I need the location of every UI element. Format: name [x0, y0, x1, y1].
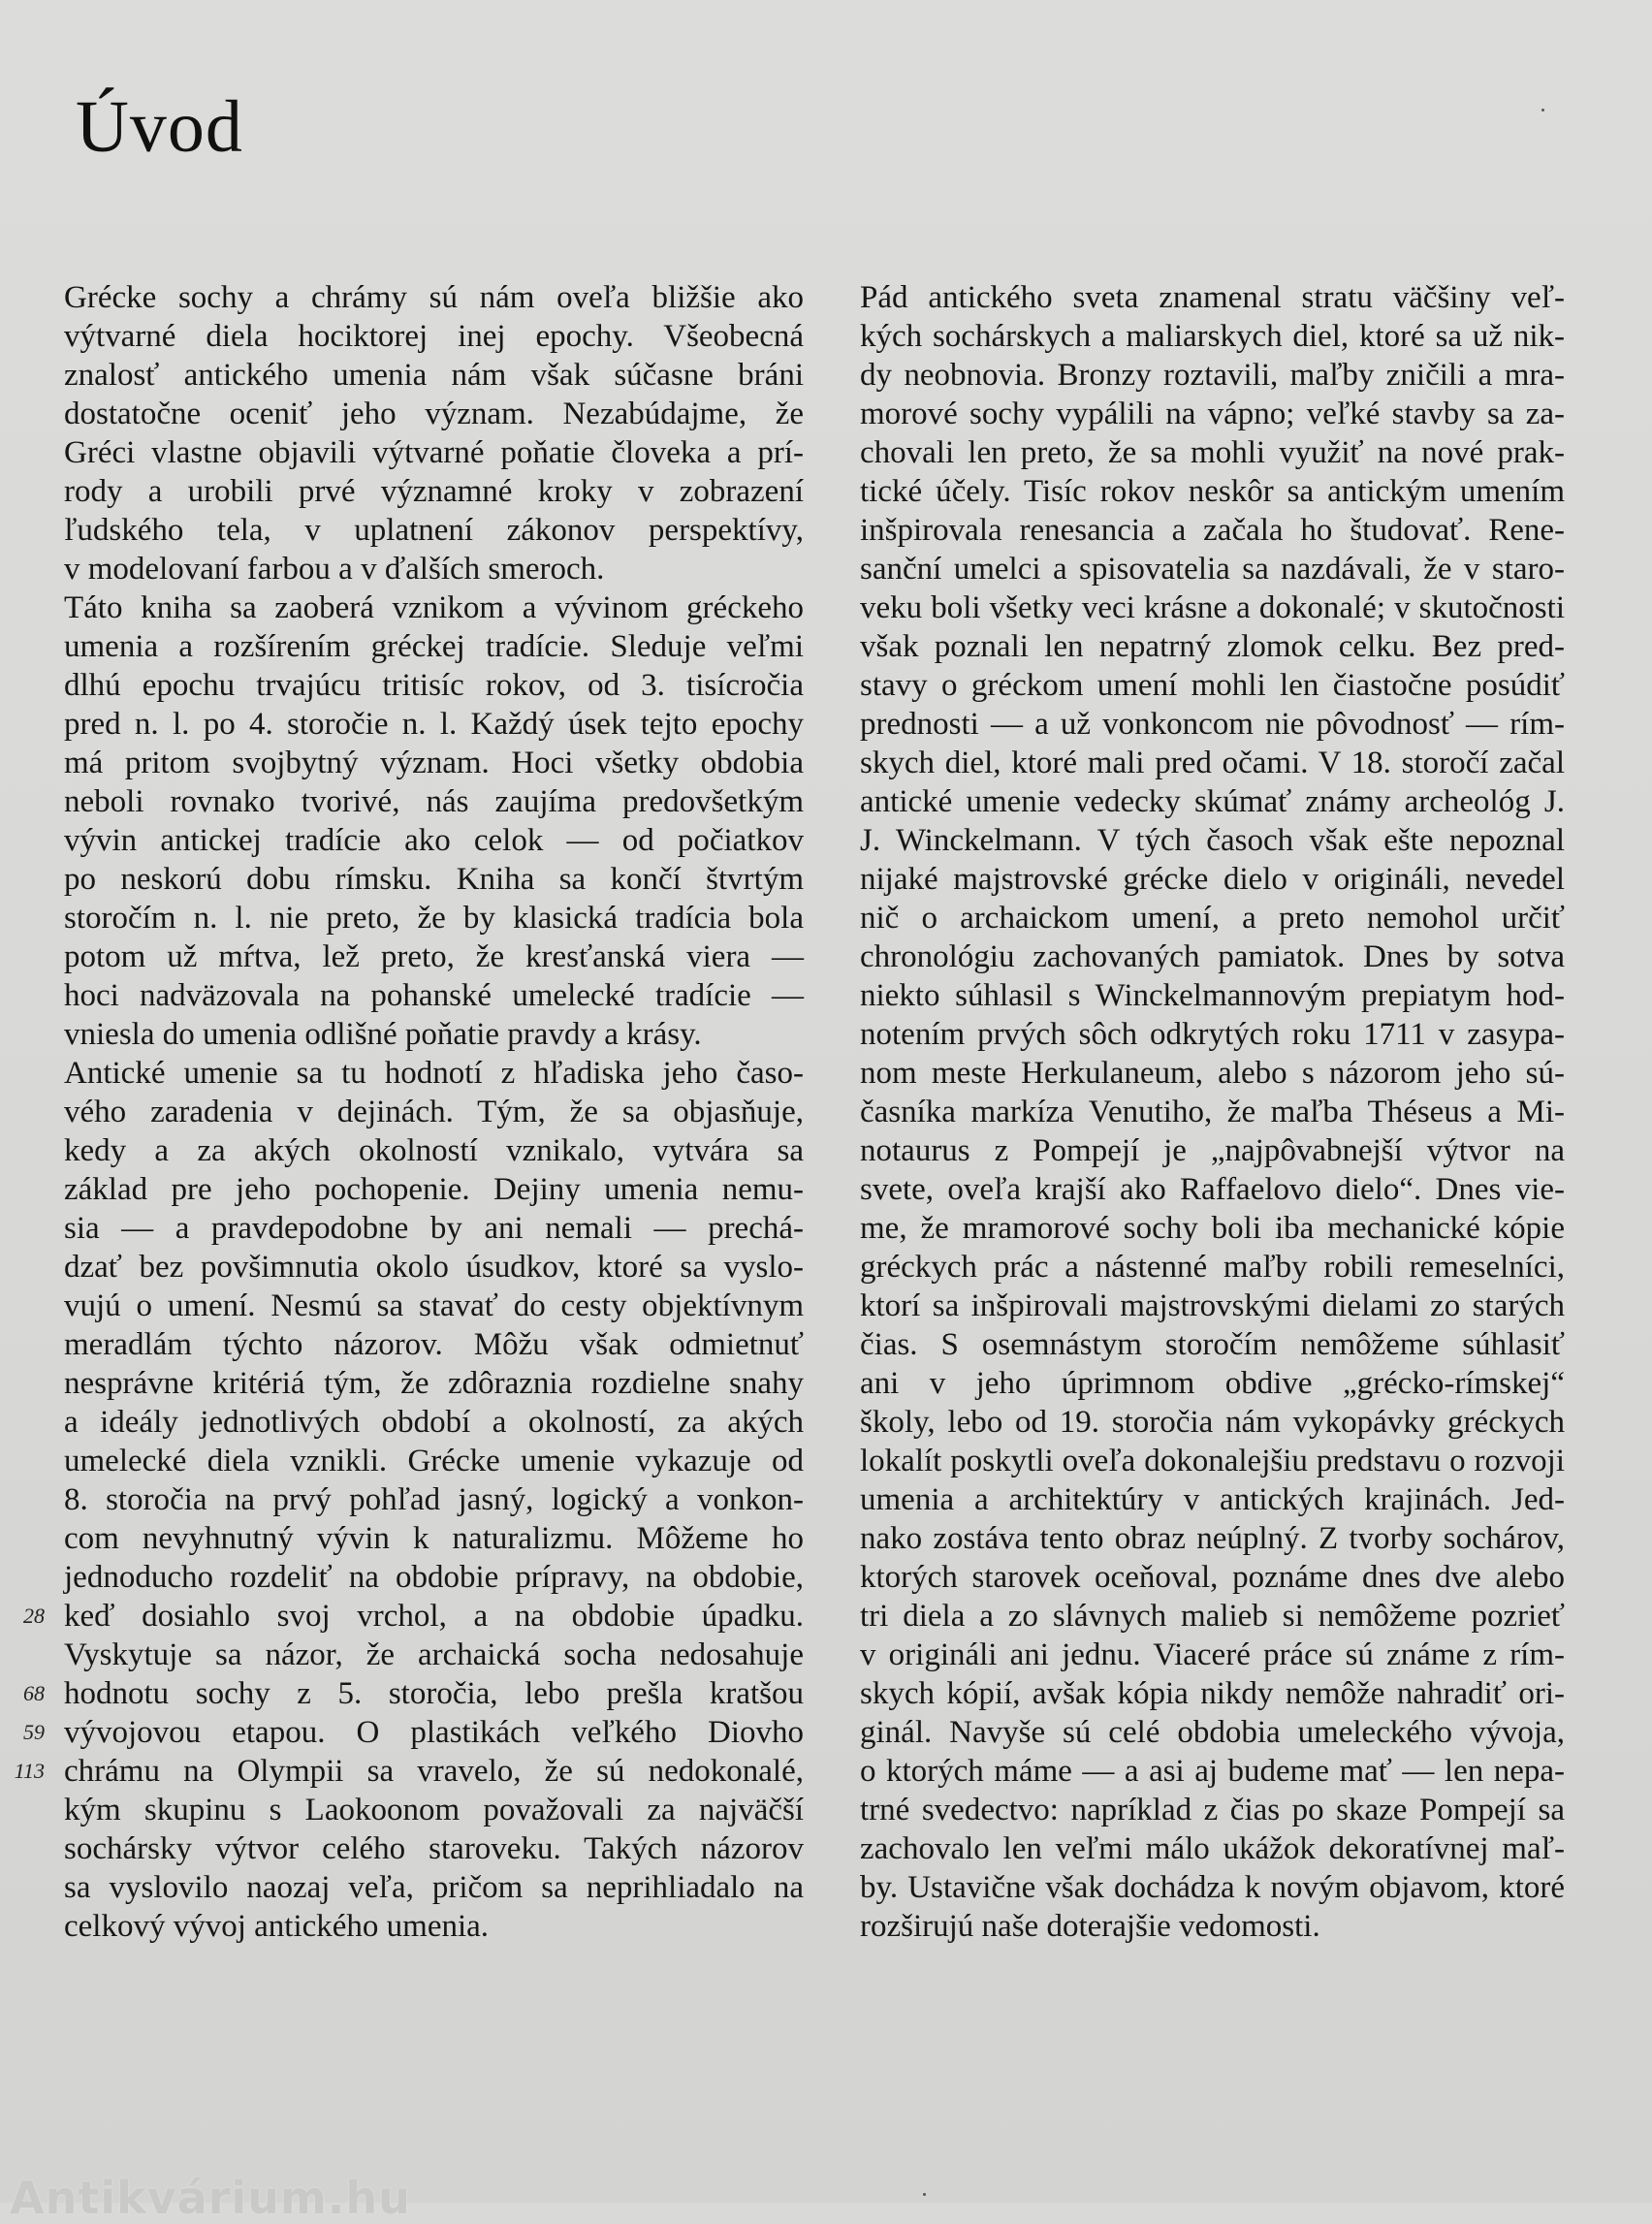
text-line: umelecké diela vznikli. Grécke umenie vykazuje od [64, 1444, 804, 1478]
text-line: nič o archaickom umení, a preto nemohol určiť [860, 901, 1565, 936]
text-line: antické umenie vedecky skúmať známy archeológ J. [860, 784, 1565, 819]
text-line: pred n. l. po 4. storočie n. l. Každý úsek tejto epochy [64, 707, 804, 742]
margin-figure-ref: 59 [23, 1720, 45, 1744]
text-line: 8. storočia na prvý pohľad jasný, logický a vonkon- [64, 1482, 804, 1517]
text-line: ani v jeho úprimnom obdive „grécko-rímskej“ [860, 1366, 1565, 1401]
margin-figure-ref: 68 [23, 1681, 45, 1705]
text-line: gréckych prác a nástenné maľby robili remeselníci, [860, 1250, 1565, 1285]
text-line: prednosti — a už vonkoncom nie pôvodnosť — rím- [860, 707, 1565, 742]
text-line: chrámu na Olympii sa vravelo, že sú nedokonalé, [64, 1754, 804, 1789]
text-line: vývojovou etapou. O plastikách veľkého Diovho [64, 1715, 804, 1750]
text-line: dlhú epochu trvajúcu tritisíc rokov, od 3. tisícročia [64, 668, 804, 703]
text-line: J. Winckelmann. V tých časoch však ešte nepoznal [860, 823, 1565, 858]
text-line: kedy a za akých okolností vznikalo, vytvára sa [64, 1133, 804, 1168]
text-line: sochársky výtvor celého staroveku. Takých názorov [64, 1831, 804, 1866]
text-line: Antické umenie sa tu hodnotí z hľadiska jeho časo- [64, 1056, 804, 1091]
text-line: nako zostáva tento obraz neúplný. Z tvorby sochárov, [860, 1521, 1565, 1556]
text-line: vujú o umení. Nesmú sa stavať do cesty objektívnym [64, 1288, 804, 1323]
text-line: jednoducho rozdeliť na obdobie prípravy, na obdobie, [64, 1560, 804, 1595]
text-line: svete, oveľa krajší ako Raffaelovo dielo“. Dnes vie- [860, 1172, 1565, 1207]
text-line: vývin antickej tradície ako celok — od počiatkov [64, 823, 804, 858]
text-line: ľudského tela, v uplatnení zákonov perspektívy, [64, 513, 804, 548]
text-line: Gréci vlastne objavili výtvarné poňatie človeka a prí- [64, 435, 804, 470]
text-line: dzať bez povšimnutia okolo úsudkov, ktoré sa vyslo- [64, 1250, 804, 1285]
text-line: ktorých starovek oceňoval, poznáme dnes dve alebo [860, 1560, 1565, 1595]
text-line: Grécke sochy a chrámy sú nám oveľa bližšie ako [64, 280, 804, 315]
text-line: umenia a rozšírením gréckej tradície. Sleduje veľmi [64, 629, 804, 664]
text-line: sanční umelci a spisovatelia sa nazdávali, že v staro- [860, 552, 1565, 587]
text-line: sa vyslovilo naozaj veľa, pričom sa neprihliadalo na [64, 1870, 804, 1905]
text-line: hodnotu sochy z 5. storočia, lebo prešla kratšou [64, 1676, 804, 1711]
text-line: com nevyhnutný vývin k naturalizmu. Môžeme ho [64, 1521, 804, 1556]
text-line: sia — a pravdepodobne by ani nemali — prechá- [64, 1211, 804, 1246]
text-line: me, že mramorové sochy boli iba mechanické kópie [860, 1211, 1565, 1246]
text-line: hoci nadväzovala na pohanské umelecké tradície — [64, 978, 804, 1013]
text-line: základ pre jeho pochopenie. Dejiny umenia nemu- [64, 1172, 804, 1207]
text-line: lokalít poskytli oveľa dokonalejšiu predstavu o rozvoji [860, 1444, 1565, 1478]
text-line: inšpirovala renesancia a začala ho študovať. Rene- [860, 513, 1565, 548]
text-line: trné svedectvo: napríklad z čias po skaze Pompejí sa [860, 1793, 1565, 1827]
text-line: skych kópií, avšak kópia nikdy nemôže nahradiť ori- [860, 1676, 1565, 1711]
text-line: stavy o gréckom umení mohli len čiastočne posúdiť [860, 668, 1565, 703]
text-line: Pád antického sveta znamenal stratu väčšiny veľ- [860, 280, 1565, 315]
margin-figure-ref: 113 [14, 1759, 45, 1783]
text-line: dostatočne oceniť jeho význam. Nezabúdajme, že [64, 397, 804, 431]
text-line: notaurus z Pompejí je „najpôvabnejší výtvor na [860, 1133, 1565, 1168]
text-line: po neskorú dobu rímsku. Kniha sa končí štvrtým [64, 862, 804, 897]
text-line: ktorí sa inšpirovali majstrovskými dielami zo starých [860, 1288, 1565, 1323]
text-line: však poznali len nepatrný zlomok celku. Bez pred- [860, 629, 1565, 664]
left-text-column [64, 278, 804, 1946]
text-line: vého zaradenia v dejinách. Tým, že sa objasňuje, [64, 1095, 804, 1129]
text-line: Vyskytuje sa názor, že archaická socha nedosahuje [64, 1637, 804, 1672]
text-line: chronológiu zachovaných pamiatok. Dnes by sotva [860, 939, 1565, 974]
text-line: v modelovaní farbou a v ďalších smeroch. [64, 552, 605, 587]
watermark: Antikvárium.hu [10, 2172, 411, 2224]
right-text-column [860, 278, 1565, 1946]
text-line: vniesla do umenia odlišné poňatie pravdy a krásy. [64, 1017, 702, 1052]
text-line: veku boli všetky veci krásne a dokonalé; v skutočnosti [860, 590, 1565, 625]
text-line: potom už mŕtva, lež preto, že kresťanská viera — [64, 939, 804, 974]
text-line: čias. S osemnástym storočím nemôžeme súhlasiť [860, 1327, 1565, 1362]
text-line: chovali len preto, že sa mohli využiť na nové prak- [860, 435, 1565, 470]
text-line: rozširujú naše doterajšie vedomosti. [860, 1909, 1320, 1944]
text-line: dy neobnovia. Bronzy roztavili, maľby zničili a mra- [860, 358, 1565, 393]
text-line: nijaké majstrovské grécke dielo v origináli, nevedel [860, 862, 1565, 897]
chapter-title: Úvod [76, 86, 243, 168]
text-line: meradlám týchto názorov. Môžu však odmietnuť [64, 1327, 804, 1362]
text-line: a ideály jednotlivých období a okolností, za akých [64, 1405, 804, 1440]
text-line: tické účely. Tisíc rokov neskôr sa antickým umením [860, 474, 1565, 509]
text-line: niekto súhlasil s Winckelmannovým prepiatym hod- [860, 978, 1565, 1013]
text-line: o ktorých máme — a asi aj budeme mať — len nepa- [860, 1754, 1565, 1789]
text-line: znalosť antického umenia nám však súčasne bráni [64, 358, 804, 393]
text-line: kým skupinu s Laokoonom považovali za najväčší [64, 1793, 804, 1827]
text-line: morové sochy vypálili na vápno; veľké stavby sa za- [860, 397, 1565, 431]
margin-figure-ref: 28 [23, 1604, 45, 1628]
text-line: kých sochárskych a maliarskych diel, ktoré sa už nik- [860, 319, 1565, 354]
text-line: by. Ustavične však dochádza k novým objavom, ktoré [860, 1870, 1565, 1905]
text-line: časníka markíza Venutiho, že maľba Théseus a Mi- [860, 1095, 1565, 1129]
text-line: Táto kniha sa zaoberá vznikom a vývinom gréckeho [64, 590, 804, 625]
text-line: neboli rovnako tvorivé, nás zaujíma predovšetkým [64, 784, 804, 819]
text-line: tri diela a zo slávnych malieb si nemôžeme pozrieť [860, 1599, 1565, 1634]
text-line: storočím n. l. nie preto, že by klasická tradícia bola [64, 901, 804, 936]
text-line: notením prvých sôch odkrytých roku 1711 v zasypa- [860, 1017, 1565, 1052]
dust-speck [1541, 109, 1544, 111]
text-line: nesprávne kritériá tým, že zdôraznia rozdielne snahy [64, 1366, 804, 1401]
text-line: skych diel, ktoré mali pred očami. V 18. storočí začal [860, 746, 1565, 780]
text-line: umenia a architektúry v antických krajinách. Jed- [860, 1482, 1565, 1517]
text-line: školy, lebo od 19. storočia nám vykopávky gréckych [860, 1405, 1565, 1440]
text-line: ginál. Navyše sú celé obdobia umeleckého vývoja, [860, 1715, 1565, 1750]
text-line: keď dosiahlo svoj vrchol, a na obdobie úpadku. [64, 1599, 804, 1634]
text-line: celkový vývoj antického umenia. [64, 1909, 490, 1944]
text-line: rody a urobili prvé významné kroky v zobrazení [64, 474, 804, 509]
text-line: v origináli ani jednu. Viaceré práce sú známe z rím- [860, 1637, 1565, 1672]
text-line: nom meste Herkulaneum, alebo s názorom jeho sú- [860, 1056, 1565, 1091]
text-line: má pritom svojbytný význam. Hoci všetky obdobia [64, 746, 804, 780]
dust-speck [923, 2193, 926, 2196]
text-line: zachovalo len veľmi málo ukážok dekoratívnej maľ- [860, 1831, 1565, 1866]
text-line: výtvarné diela hociktorej inej epochy. Všeobecná [64, 319, 804, 354]
